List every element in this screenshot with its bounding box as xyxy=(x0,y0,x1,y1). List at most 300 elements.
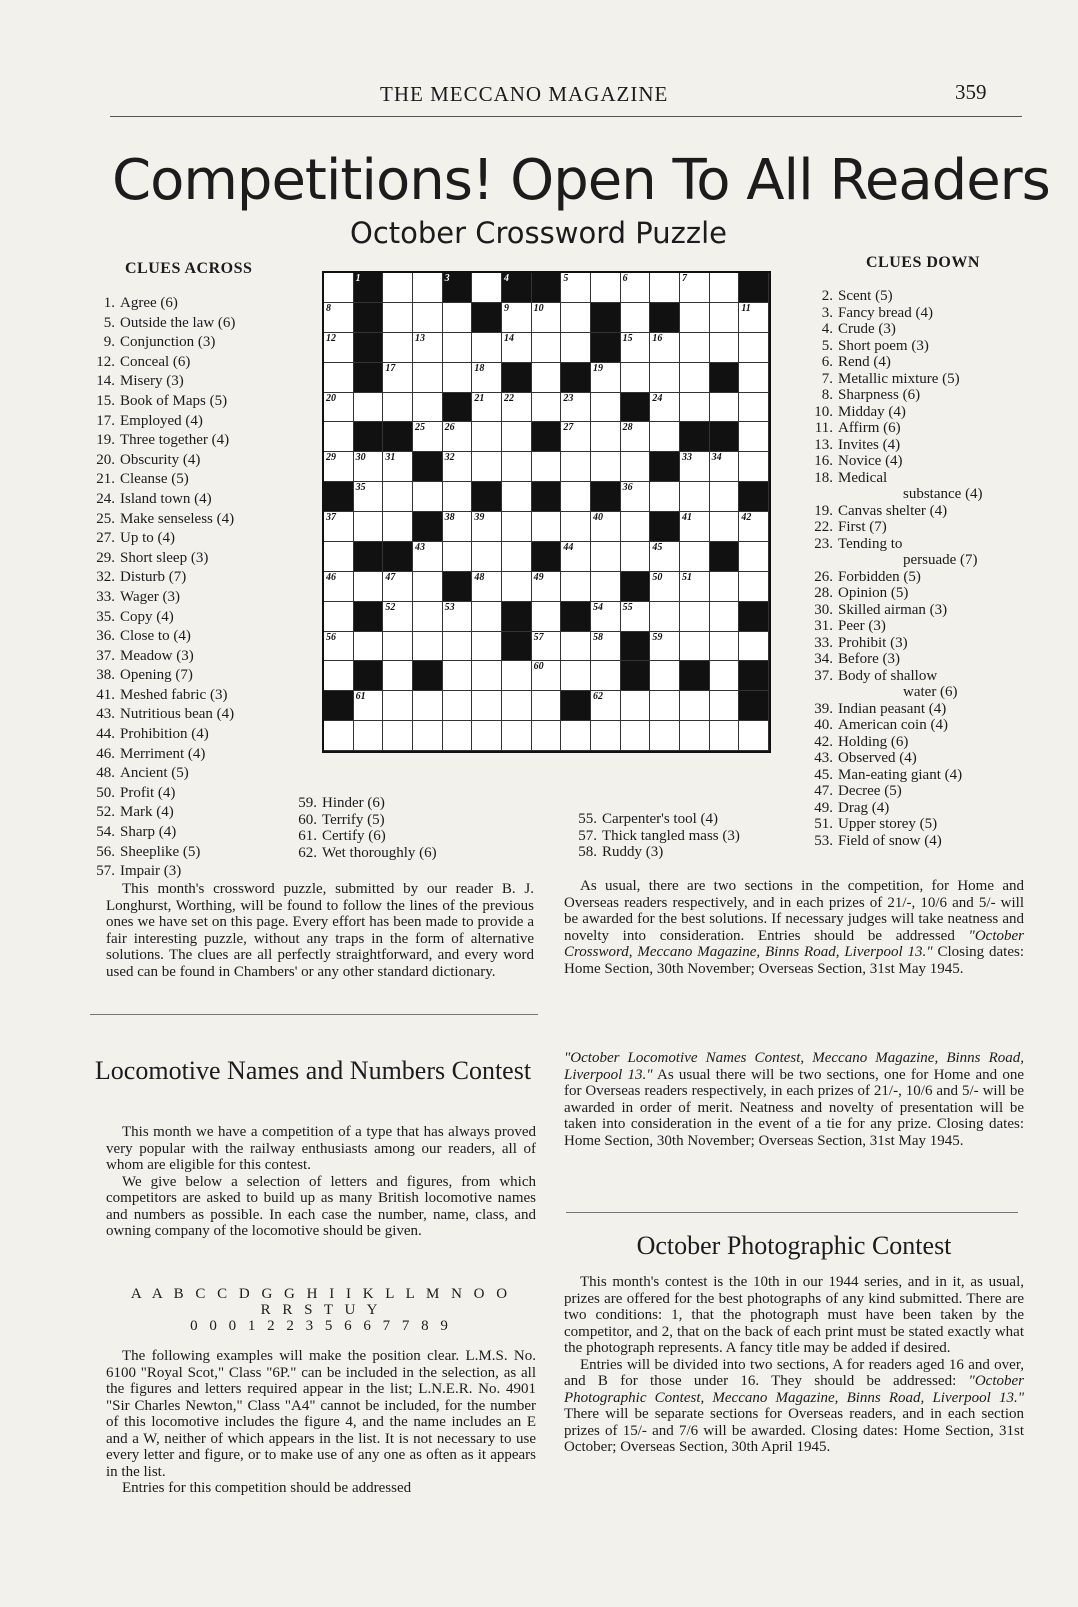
clue-item xyxy=(808,552,983,569)
clue-number: 47. xyxy=(814,783,833,799)
grid-block xyxy=(502,273,532,303)
clue-text: Field of snow (4) xyxy=(838,832,942,849)
clue-number: 42. xyxy=(814,733,833,750)
grid-cell xyxy=(383,602,413,632)
grid-cell xyxy=(354,632,384,662)
grid-cell-number: 50 xyxy=(652,571,663,583)
clue-number: 13. xyxy=(814,436,833,453)
grid-cell-number: 54 xyxy=(592,601,603,613)
grid-cell xyxy=(561,512,591,542)
grid-cell-number: 59 xyxy=(652,631,663,643)
grid-cell-number: 49 xyxy=(533,571,544,583)
grid-block xyxy=(354,363,384,393)
clue-number: 25. xyxy=(96,510,115,527)
photo-text-a: Entries will be divided into two sections, A for readers aged 16 and over, and B for those under 16. They should be addressed: xyxy=(564,1356,1024,1389)
grid-cell-number: 14 xyxy=(503,332,514,344)
grid-block xyxy=(502,363,532,393)
grid-cell xyxy=(561,422,591,452)
grid-cell xyxy=(680,691,710,721)
loco-paragraph: We give below a selection of letters and figures, from which competitors are asked to build up as many British locomotive names and numbers as possible. In each case the number, name, class, and owning company of the locomotive should be given. xyxy=(106,1173,536,1239)
clue-text: Body of shallow xyxy=(838,667,938,684)
clue-item xyxy=(90,823,235,843)
grid-cell xyxy=(710,512,740,542)
grid-block xyxy=(710,363,740,393)
clue-item xyxy=(808,503,983,520)
grid-cell xyxy=(739,632,769,662)
clue-item xyxy=(808,651,983,668)
grid-cell-number: 46 xyxy=(326,571,336,583)
clue-text: Wager (3) xyxy=(120,588,181,605)
grid-cell xyxy=(591,691,621,721)
grid-cell-number: 39 xyxy=(474,512,485,523)
grid-block xyxy=(710,542,740,572)
page-number: 359 xyxy=(955,80,987,104)
clue-item xyxy=(90,392,235,412)
loco-address: "October Locomotive Names Contest, Meccano Magazine, Binns Road, Liverpool 13." xyxy=(564,1050,1024,1083)
clue-item xyxy=(572,844,740,861)
clue-item xyxy=(808,701,983,718)
grid-cell xyxy=(324,333,354,363)
grid-cell xyxy=(532,691,562,721)
grid-cell-number: 32 xyxy=(444,452,455,464)
grid-cell xyxy=(413,333,443,363)
grid-cell xyxy=(710,691,740,721)
clue-item xyxy=(572,828,740,845)
clue-number: 34. xyxy=(814,651,833,667)
grid-cell xyxy=(443,303,473,333)
grid-cell xyxy=(532,333,562,363)
grid-cell xyxy=(650,333,680,363)
crossword-intro xyxy=(106,881,534,980)
clue-text: Prohibition (4) xyxy=(120,726,209,743)
grid-cell xyxy=(443,542,473,572)
clue-item xyxy=(90,470,235,490)
grid-cell xyxy=(324,363,354,393)
grid-cell xyxy=(413,303,443,333)
grid-block xyxy=(710,422,740,452)
clue-item xyxy=(808,338,983,355)
section-divider xyxy=(90,1014,538,1015)
grid-cell xyxy=(621,422,651,452)
grid-cell xyxy=(354,452,384,482)
grid-block xyxy=(739,661,769,691)
figures-list: 0 0 0 1 2 2 3 5 6 6 7 7 8 9 xyxy=(190,1318,452,1334)
clue-number: 33. xyxy=(96,588,115,605)
clue-item xyxy=(90,608,235,628)
clue-number: 35. xyxy=(96,608,115,625)
grid-block xyxy=(324,691,354,721)
clue-number: 8. xyxy=(821,387,833,403)
clue-number: 37. xyxy=(96,647,115,664)
photo-paragraph xyxy=(564,1357,1024,1456)
grid-cell xyxy=(532,661,562,691)
clue-number: 40. xyxy=(814,717,833,733)
grid-cell xyxy=(621,303,651,333)
clue-text: Obscurity (4) xyxy=(120,451,201,468)
grid-cell xyxy=(443,512,473,542)
grid-cell xyxy=(591,542,621,572)
grid-cell xyxy=(591,661,621,691)
clue-item xyxy=(90,314,235,334)
grid-cell xyxy=(591,422,621,452)
clue-number: 30. xyxy=(814,601,833,618)
clue-item xyxy=(90,862,235,882)
clue-number: 41. xyxy=(96,686,115,703)
grid-block xyxy=(472,482,502,512)
grid-cell xyxy=(354,482,384,512)
grid-cell xyxy=(472,273,502,303)
clue-number: 9. xyxy=(103,334,115,351)
clue-text: Forbidden (5) xyxy=(838,568,921,585)
grid-cell xyxy=(591,363,621,393)
grid-cell-number: 13 xyxy=(414,332,425,344)
grid-cell-number: 51 xyxy=(681,571,692,583)
clue-text: Novice (4) xyxy=(838,453,903,469)
grid-cell-number: 33 xyxy=(681,452,692,464)
grid-cell xyxy=(739,422,769,452)
grid-cell-number: 44 xyxy=(563,541,574,553)
grid-cell xyxy=(443,363,473,393)
clue-item xyxy=(90,333,235,353)
clue-item xyxy=(808,371,983,388)
clue-number: 7. xyxy=(821,370,833,387)
grid-cell-number: 17 xyxy=(385,362,396,374)
clue-item xyxy=(90,745,235,765)
clue-text: Peer (3) xyxy=(838,618,886,634)
grid-cell-number: 47 xyxy=(385,571,396,583)
clue-text: Island town (4) xyxy=(120,490,212,507)
clue-number: 57. xyxy=(96,863,115,880)
clue-text: Sharp (4) xyxy=(120,824,177,841)
clue-text: Carpenter's tool (4) xyxy=(602,811,719,827)
clue-item xyxy=(808,404,983,421)
crossword-rules-a: As usual, there are two sections in the competition, for Home and Overseas readers respectively, and in each prizes of 21/-, 10/6 and 5/- will be awarded for the best solutions. If necessary judges will take neatness and novelty into consideration. Entries should be addressed xyxy=(564,878,1024,944)
grid-cell xyxy=(710,482,740,512)
clue-number: 59. xyxy=(298,795,317,811)
grid-cell xyxy=(383,273,413,303)
clue-text: Terrify (5) xyxy=(322,811,385,828)
grid-cell xyxy=(383,721,413,751)
clue-item xyxy=(808,486,983,503)
grid-cell xyxy=(443,661,473,691)
clue-number: 1. xyxy=(103,295,115,311)
grid-block xyxy=(591,333,621,363)
clue-text: Book of Maps (5) xyxy=(120,392,228,409)
grid-block xyxy=(561,691,591,721)
clue-text: Copy (4) xyxy=(120,608,174,625)
grid-cell xyxy=(561,333,591,363)
clue-number: 52. xyxy=(96,804,115,821)
clue-number: 55. xyxy=(578,811,597,827)
clue-text: Mark (4) xyxy=(120,804,174,821)
grid-cell xyxy=(739,452,769,482)
loco-contest-body-2 xyxy=(106,1348,536,1497)
grid-cell xyxy=(443,452,473,482)
clues-down-list xyxy=(808,288,983,849)
clues-down-heading: CLUES DOWN xyxy=(866,254,980,271)
grid-cell xyxy=(443,482,473,512)
section-divider xyxy=(566,1212,1018,1213)
clue-number: 10. xyxy=(814,403,833,420)
grid-cell-number: 4 xyxy=(503,273,509,284)
grid-cell xyxy=(680,452,710,482)
clue-text: Employed (4) xyxy=(120,412,203,429)
clue-text: Canvas shelter (4) xyxy=(838,502,948,519)
grid-cell xyxy=(621,333,651,363)
clue-number: 27. xyxy=(96,530,115,547)
grid-cell-number: 42 xyxy=(741,512,752,523)
clue-item xyxy=(90,353,235,373)
grid-block xyxy=(739,482,769,512)
clue-item xyxy=(90,666,235,686)
grid-cell xyxy=(739,393,769,423)
clue-text: Meadow (3) xyxy=(120,647,194,664)
clue-item xyxy=(808,783,983,800)
clue-item xyxy=(808,387,983,404)
grid-cell xyxy=(413,422,443,452)
clues-across-list-col3 xyxy=(572,811,740,861)
grid-cell xyxy=(621,721,651,751)
grid-cell xyxy=(443,422,473,452)
clue-item xyxy=(808,717,983,734)
grid-cell xyxy=(413,273,443,303)
clue-item xyxy=(292,795,437,812)
clue-item xyxy=(808,470,983,487)
grid-cell xyxy=(710,661,740,691)
grid-block xyxy=(502,602,532,632)
grid-cell xyxy=(472,661,502,691)
grid-cell xyxy=(680,602,710,632)
clue-item xyxy=(808,519,983,536)
clue-item xyxy=(90,764,235,784)
clue-text: Ancient (5) xyxy=(120,765,189,782)
photo-contest-body xyxy=(564,1274,1024,1456)
clue-text: Impair (3) xyxy=(120,863,182,880)
clue-item xyxy=(808,305,983,322)
clue-number: 11. xyxy=(814,420,833,436)
grid-cell xyxy=(443,333,473,363)
grid-cell xyxy=(324,512,354,542)
clue-number: 26. xyxy=(814,568,833,585)
grid-cell xyxy=(650,572,680,602)
grid-cell xyxy=(413,393,443,423)
grid-cell xyxy=(383,482,413,512)
clue-number: 20. xyxy=(96,451,115,468)
grid-cell xyxy=(502,482,532,512)
clue-text: Skilled airman (3) xyxy=(838,601,948,618)
clue-item xyxy=(808,536,983,553)
grid-cell-number: 10 xyxy=(533,302,544,314)
grid-cell-number: 7 xyxy=(681,273,687,284)
clue-item xyxy=(90,529,235,549)
clue-item xyxy=(808,833,983,850)
grid-cell xyxy=(532,602,562,632)
clue-text: Prohibit (3) xyxy=(838,634,908,651)
clue-item xyxy=(292,812,437,829)
grid-cell-number: 5 xyxy=(563,273,569,284)
crossword-address: "October Crossword, Meccano Magazine, Binns Road, Liverpool 13." xyxy=(564,927,1024,960)
clue-item xyxy=(90,588,235,608)
clue-item xyxy=(90,490,235,510)
clue-item xyxy=(90,431,235,451)
grid-block xyxy=(532,482,562,512)
grid-cell xyxy=(650,691,680,721)
clue-item xyxy=(808,354,983,371)
clue-text: Certify (6) xyxy=(322,828,386,844)
grid-cell xyxy=(650,632,680,662)
grid-cell xyxy=(591,632,621,662)
clue-text: Drag (4) xyxy=(838,799,890,816)
photo-text-b: There will be separate sections for Overseas readers, and in each section prizes of 15/- and 7/6 will be awarded. Closing dates: Home Section, 31st October; Overseas Section, 30th April 1945. xyxy=(564,1406,1024,1455)
clue-text: Tending to xyxy=(838,535,903,552)
grid-cell xyxy=(621,273,651,303)
clue-item xyxy=(808,767,983,784)
clue-number: 43. xyxy=(96,706,115,723)
grid-cell-number: 30 xyxy=(355,452,366,464)
grid-block xyxy=(680,422,710,452)
grid-cell xyxy=(561,542,591,572)
grid-cell-number: 3 xyxy=(444,273,450,284)
grid-cell-number: 34 xyxy=(711,452,722,464)
photo-address: "October Photographic Contest, Meccano Magazine, Binns Road, Liverpool 13." xyxy=(564,1373,1024,1406)
grid-cell xyxy=(710,721,740,751)
grid-cell xyxy=(383,691,413,721)
grid-cell-number: 56 xyxy=(326,631,336,643)
grid-cell-number: 19 xyxy=(592,362,603,374)
clue-text: Outside the law (6) xyxy=(120,314,236,331)
grid-cell xyxy=(710,273,740,303)
grid-cell xyxy=(502,542,532,572)
grid-block xyxy=(591,482,621,512)
grid-block xyxy=(561,602,591,632)
grid-cell xyxy=(650,721,680,751)
clue-text: Upper storey (5) xyxy=(838,816,938,832)
crossword-rules-text xyxy=(564,878,1024,977)
grid-cell xyxy=(472,363,502,393)
clue-number: 5. xyxy=(103,314,115,331)
clues-across-list-col2 xyxy=(292,795,437,861)
grid-cell xyxy=(680,333,710,363)
grid-cell-number: 15 xyxy=(622,332,633,344)
clue-item xyxy=(90,686,235,706)
clue-number: 12. xyxy=(96,353,115,370)
grid-cell xyxy=(650,482,680,512)
crossword-intro-text: This month's crossword puzzle, submitted by our reader B. J. Longhurst, Worthing, will be found to follow the lines of the previous ones we have set on this page. Every effort has been made to provide a fair interesting puzzle, without any traps in the form of alternative solutions. The clues are all perfectly straightforward, and every word used can be found in Chambers' or any other standard dictionary. xyxy=(106,881,534,980)
clue-number: 58. xyxy=(578,844,597,860)
clue-number: 62. xyxy=(298,844,317,861)
clue-item xyxy=(808,816,983,833)
clue-text: Midday (4) xyxy=(838,403,906,420)
grid-cell-number: 25 xyxy=(414,422,425,434)
clue-text: Hinder (6) xyxy=(322,795,385,811)
grid-cell xyxy=(739,721,769,751)
clue-item xyxy=(572,811,740,828)
grid-cell xyxy=(354,393,384,423)
clue-text: American coin (4) xyxy=(838,717,948,733)
clue-number: 46. xyxy=(96,745,115,762)
grid-cell-number: 1 xyxy=(355,273,361,284)
running-head: THE MECCANO MAGAZINE xyxy=(380,82,669,106)
clue-item xyxy=(808,800,983,817)
grid-cell xyxy=(472,512,502,542)
grid-block xyxy=(739,602,769,632)
clue-item xyxy=(90,725,235,745)
grid-cell xyxy=(621,452,651,482)
grid-block xyxy=(354,303,384,333)
grid-cell xyxy=(383,452,413,482)
clue-number: 6. xyxy=(821,354,833,370)
clue-item xyxy=(808,684,983,701)
grid-block xyxy=(413,661,443,691)
grid-cell xyxy=(443,632,473,662)
clue-text: Fancy bread (4) xyxy=(838,304,933,321)
clue-text: Before (3) xyxy=(838,651,901,667)
clue-item xyxy=(808,569,983,586)
clue-number: 16. xyxy=(814,453,833,469)
clue-text: Conjunction (3) xyxy=(120,334,216,351)
grid-cell-number: 37 xyxy=(326,512,336,523)
grid-cell xyxy=(383,632,413,662)
clue-text: Sharpness (6) xyxy=(838,387,921,403)
grid-block xyxy=(383,542,413,572)
grid-block xyxy=(472,303,502,333)
grid-cell xyxy=(561,721,591,751)
grid-cell xyxy=(472,333,502,363)
grid-cell xyxy=(532,721,562,751)
grid-cell xyxy=(472,602,502,632)
grid-cell xyxy=(502,303,532,333)
clue-number: 31. xyxy=(814,618,833,634)
grid-cell xyxy=(739,512,769,542)
clue-item xyxy=(90,647,235,667)
page-title: Competitions! Open To All Readers xyxy=(112,148,1050,213)
grid-cell xyxy=(324,393,354,423)
clue-number: 4. xyxy=(821,321,833,337)
grid-block xyxy=(354,602,384,632)
grid-cell xyxy=(443,691,473,721)
grid-block xyxy=(443,273,473,303)
grid-cell xyxy=(680,721,710,751)
grid-cell xyxy=(739,542,769,572)
grid-cell xyxy=(591,602,621,632)
clue-text: Metallic mixture (5) xyxy=(838,370,960,387)
clue-item xyxy=(808,288,983,305)
grid-cell xyxy=(413,721,443,751)
grid-cell-number: 29 xyxy=(326,452,336,464)
clue-number: 51. xyxy=(814,816,833,832)
clue-text: Short sleep (3) xyxy=(120,549,209,566)
clue-text: Up to (4) xyxy=(120,530,175,547)
grid-cell-number: 12 xyxy=(326,332,336,344)
grid-cell xyxy=(532,452,562,482)
grid-cell-number: 20 xyxy=(326,392,336,404)
grid-cell xyxy=(621,512,651,542)
grid-cell-number: 6 xyxy=(622,273,628,284)
grid-cell xyxy=(502,572,532,602)
letters-list: A A B C C D G G H I I K L L M N O O xyxy=(130,1286,512,1302)
grid-cell xyxy=(621,363,651,393)
clue-item xyxy=(90,294,235,314)
loco-paragraph: Entries for this competition should be addressed xyxy=(122,1480,412,1496)
clue-number: 24. xyxy=(96,490,115,507)
grid-block xyxy=(561,363,591,393)
clue-item xyxy=(808,437,983,454)
clue-number: 3. xyxy=(821,304,833,321)
clue-item xyxy=(90,784,235,804)
grid-cell xyxy=(324,721,354,751)
grid-cell xyxy=(502,393,532,423)
grid-cell-number: 40 xyxy=(592,512,603,523)
